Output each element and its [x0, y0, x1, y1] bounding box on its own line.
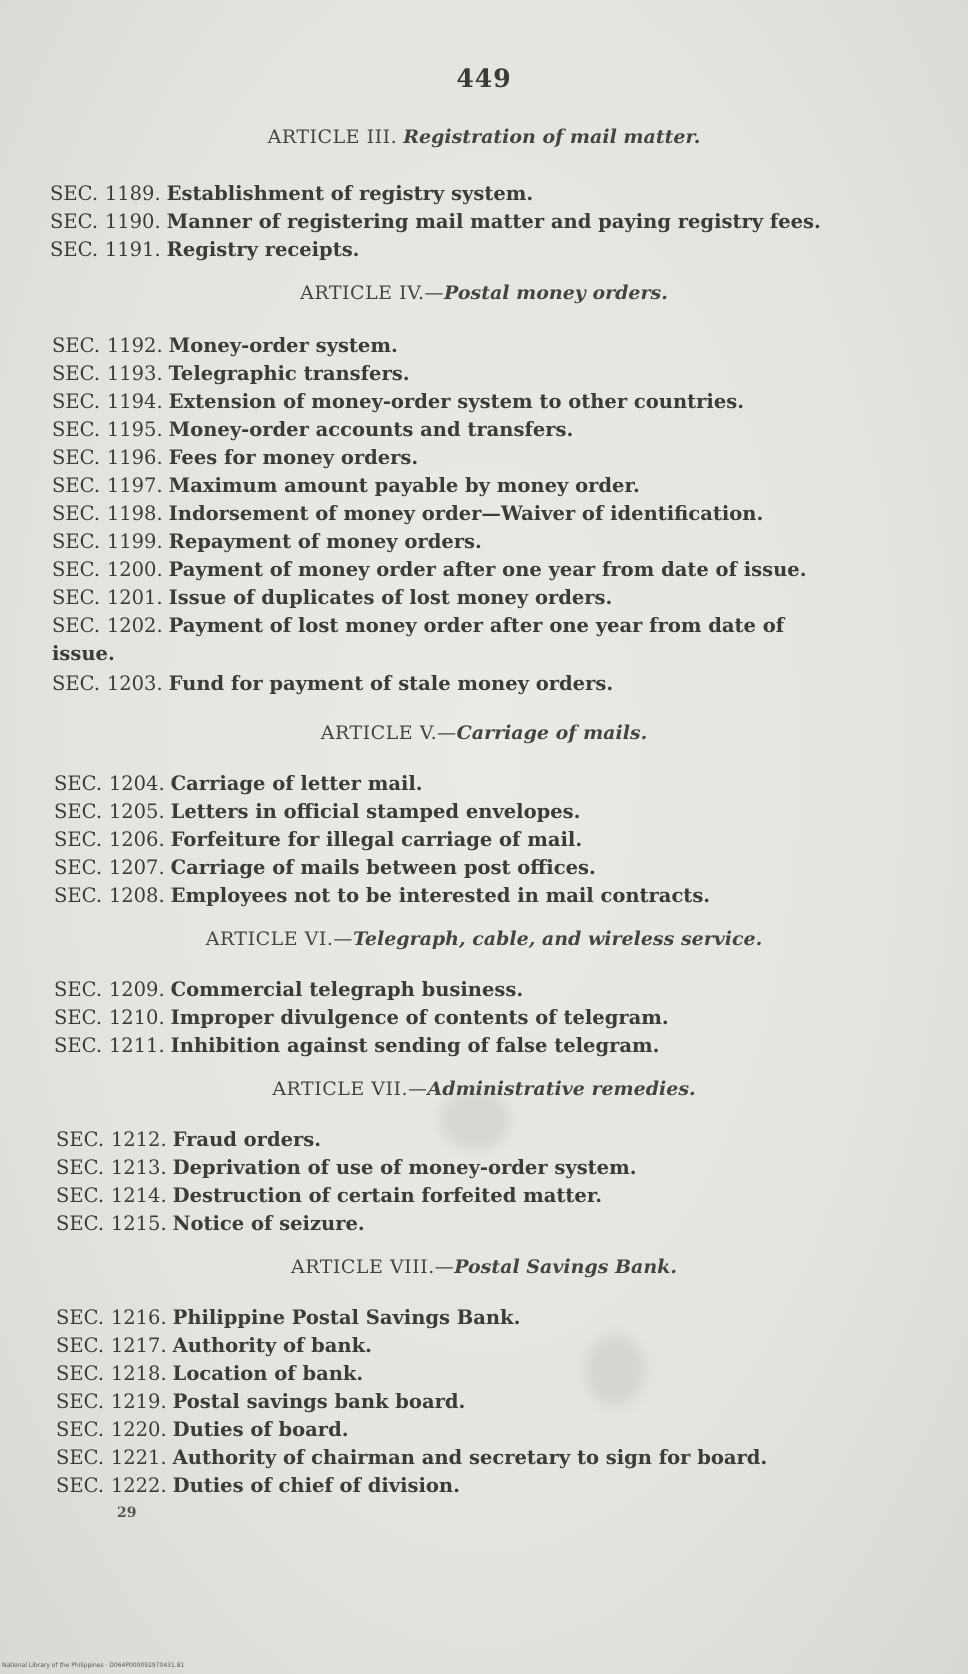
sec-label: SEC. [56, 1446, 105, 1469]
sec-label: SEC. [56, 1184, 105, 1207]
sec-label: SEC. [56, 1306, 105, 1329]
sec-label: SEC. [54, 772, 103, 795]
sec-number: 1211. [108, 1034, 165, 1057]
sec-label: SEC. [50, 238, 99, 261]
sec-label: SEC. [52, 672, 101, 695]
sec-label: SEC. [56, 1128, 105, 1151]
sec-title: Manner of registering mail matter and paying registry fees. [166, 210, 821, 233]
sec-title: Issue of duplicates of lost money orders. [168, 586, 613, 609]
sec-title: Carriage of letter mail. [170, 772, 423, 795]
page-number: 449 [456, 64, 512, 93]
section-line-1222 [56, 1472, 460, 1500]
sec-number: 1195. [106, 418, 163, 441]
article-label: ARTICLE VIII.— [291, 1256, 455, 1278]
section-line-1208 [54, 882, 710, 910]
section-line-1194 [52, 388, 744, 416]
section-line-1218 [56, 1360, 363, 1388]
sec-label: SEC. [54, 1034, 103, 1057]
sec-title: Duties of chief of division. [172, 1474, 460, 1497]
sec-number: 1189. [104, 182, 161, 205]
article-label: ARTICLE VII.— [272, 1078, 428, 1100]
sec-label: SEC. [56, 1212, 105, 1235]
section-line-1200 [52, 556, 806, 584]
sec-title: Employees not to be interested in mail contracts. [170, 884, 711, 907]
sec-title: Postal savings bank board. [172, 1390, 466, 1413]
sec-title: Telegraphic transfers. [168, 362, 410, 385]
sec-number: 1204. [108, 772, 165, 795]
article-heading-iv [0, 282, 968, 304]
section-line-1213 [56, 1154, 637, 1182]
sec-number: 1209. [108, 978, 165, 1001]
article-heading-vii [0, 1078, 968, 1100]
section-line-1196 [52, 444, 418, 472]
sec-number: 1218. [110, 1362, 167, 1385]
sec-label: SEC. [50, 210, 99, 233]
article-heading-v [0, 722, 968, 744]
sec-number: 1194. [106, 390, 163, 413]
section-line-1192 [52, 332, 398, 360]
article-title: Postal Savings Bank. [454, 1256, 677, 1278]
sec-number: 1202. [106, 614, 163, 637]
sec-number: 1213. [110, 1156, 167, 1179]
article-title: Administrative remedies. [427, 1078, 696, 1100]
section-line-1211 [54, 1032, 659, 1060]
sec-label: SEC. [56, 1156, 105, 1179]
sec-number: 1203. [106, 672, 163, 695]
section-line-1195 [52, 416, 573, 444]
sec-label: SEC. [52, 418, 101, 441]
sec-title: Repayment of money orders. [168, 530, 482, 553]
sec-title: Destruction of certain forfeited matter. [172, 1184, 603, 1207]
sec-number: 1217. [110, 1334, 167, 1357]
sec-number: 1208. [108, 884, 165, 907]
article-label: ARTICLE IV.— [300, 282, 445, 304]
sec-title: Location of bank. [172, 1362, 364, 1385]
article-title: Registration of mail matter. [403, 126, 701, 148]
sec-label: SEC. [56, 1362, 105, 1385]
section-line-1210 [54, 1004, 669, 1032]
sec-title: Indorsement of money order—Waiver of identification. [168, 502, 764, 525]
section-line-1191 [50, 236, 359, 264]
sec-label: SEC. [54, 828, 103, 851]
article-label: ARTICLE III. [267, 126, 398, 148]
sec-label: SEC. [50, 182, 99, 205]
sec-title: Fund for payment of stale money orders. [168, 672, 614, 695]
sec-number: 1197. [106, 474, 163, 497]
sec-label: SEC. [56, 1390, 105, 1413]
section-line-1207 [54, 854, 596, 882]
sec-title: Money-order system. [168, 334, 398, 357]
sec-number: 1210. [108, 1006, 165, 1029]
sec-title: Payment of money order after one year from date of issue. [168, 558, 807, 581]
sec-label: SEC. [54, 1006, 103, 1029]
sec-label: SEC. [54, 884, 103, 907]
article-title: Postal money orders. [444, 282, 668, 304]
sec-number: 1192. [106, 334, 163, 357]
sec-title: Extension of money-order system to other countries. [168, 390, 744, 413]
sec-title: Money-order accounts and transfers. [168, 418, 574, 441]
section-line-1199 [52, 528, 482, 556]
scan-stamp: National Library of the Philippines · D064P000092970431.81 [2, 1662, 185, 1669]
section-line-1214 [56, 1182, 602, 1210]
sec-label: SEC. [52, 614, 101, 637]
sec-title: Establishment of registry system. [166, 182, 534, 205]
section-line-1221 [56, 1444, 767, 1472]
sec-number: 1200. [106, 558, 163, 581]
sec-title: Carriage of mails between post offices. [170, 856, 596, 879]
section-line-1198 [52, 500, 763, 528]
sec-label: SEC. [52, 446, 101, 469]
sec-title: Fraud orders. [172, 1128, 322, 1151]
sec-number: 1207. [108, 856, 165, 879]
section-line-1217 [56, 1332, 372, 1360]
sec-title: Improper divulgence of contents of telegram. [170, 1006, 669, 1029]
sec-number: 1193. [106, 362, 163, 385]
article-title: Carriage of mails. [456, 722, 648, 744]
sec-number: 1201. [106, 586, 163, 609]
section-line-1190 [50, 208, 821, 236]
section-line-1189 [50, 180, 533, 208]
sec-number: 1190. [104, 210, 161, 233]
sec-number: 1222. [110, 1474, 167, 1497]
section-line-1216 [56, 1304, 520, 1332]
sec-label: SEC. [56, 1418, 105, 1441]
sec-title: Inhibition against sending of false telegram. [170, 1034, 660, 1057]
sec-label: SEC. [54, 856, 103, 879]
sec-number: 1198. [106, 502, 163, 525]
section-line-1203 [52, 670, 613, 698]
sec-label: SEC. [54, 800, 103, 823]
sec-title: Forfeiture for illegal carriage of mail. [170, 828, 583, 851]
article-title: Telegraph, cable, and wireless service. [352, 928, 763, 950]
sec-label: SEC. [54, 978, 103, 1001]
article-heading-iii [0, 126, 968, 148]
section-line-1212 [56, 1126, 321, 1154]
sec-title: Deprivation of use of money-order system. [172, 1156, 637, 1179]
article-heading-viii [0, 1256, 968, 1278]
sec-label: SEC. [52, 558, 101, 581]
signature-mark: 29 [117, 1505, 137, 1521]
article-label: ARTICLE V.— [320, 722, 457, 744]
sec-title: Letters in official stamped envelopes. [170, 800, 581, 823]
sec-title: Maximum amount payable by money order. [168, 474, 640, 497]
sec-title: Payment of lost money order after one year from date of issue. [52, 614, 785, 665]
sec-title: Authority of bank. [172, 1334, 372, 1357]
sec-title: Commercial telegraph business. [170, 978, 524, 1001]
sec-label: SEC. [52, 586, 101, 609]
sec-number: 1215. [110, 1212, 167, 1235]
sec-number: 1212. [110, 1128, 167, 1151]
sec-number: 1219. [110, 1390, 167, 1413]
sec-number: 1206. [108, 828, 165, 851]
sec-number: 1221. [110, 1446, 167, 1469]
sec-title: Authority of chairman and secretary to sign for board. [172, 1446, 768, 1469]
sec-label: SEC. [56, 1334, 105, 1357]
sec-label: SEC. [52, 390, 101, 413]
sec-title: Registry receipts. [166, 238, 360, 261]
sec-title: Philippine Postal Savings Bank. [172, 1306, 521, 1329]
section-line-1220 [56, 1416, 349, 1444]
section-line-1197 [52, 472, 640, 500]
sec-number: 1205. [108, 800, 165, 823]
sec-label: SEC. [52, 362, 101, 385]
article-label: ARTICLE VI.— [205, 928, 353, 950]
sec-number: 1216. [110, 1306, 167, 1329]
sec-number: 1199. [106, 530, 163, 553]
section-line-1206 [54, 826, 582, 854]
sec-label: SEC. [56, 1474, 105, 1497]
section-line-1193 [52, 360, 409, 388]
section-line-1215 [56, 1210, 365, 1238]
section-line-1205 [54, 798, 580, 826]
section-line-1201 [52, 584, 612, 612]
sec-title: Notice of seizure. [172, 1212, 365, 1235]
sec-number: 1220. [110, 1418, 167, 1441]
sec-label: SEC. [52, 530, 101, 553]
section-line-1219 [56, 1388, 465, 1416]
sec-title: Fees for money orders. [168, 446, 419, 469]
sec-label: SEC. [52, 502, 101, 525]
section-line-1204 [54, 770, 423, 798]
sec-title: Duties of board. [172, 1418, 349, 1441]
sec-label: SEC. [52, 474, 101, 497]
section-line-1202 [52, 612, 832, 668]
article-heading-vi [0, 928, 968, 950]
sec-number: 1191. [104, 238, 161, 261]
sec-label: SEC. [52, 334, 101, 357]
section-line-1209 [54, 976, 523, 1004]
sec-number: 1196. [106, 446, 163, 469]
paper-smudge [585, 1335, 645, 1405]
sec-number: 1214. [110, 1184, 167, 1207]
